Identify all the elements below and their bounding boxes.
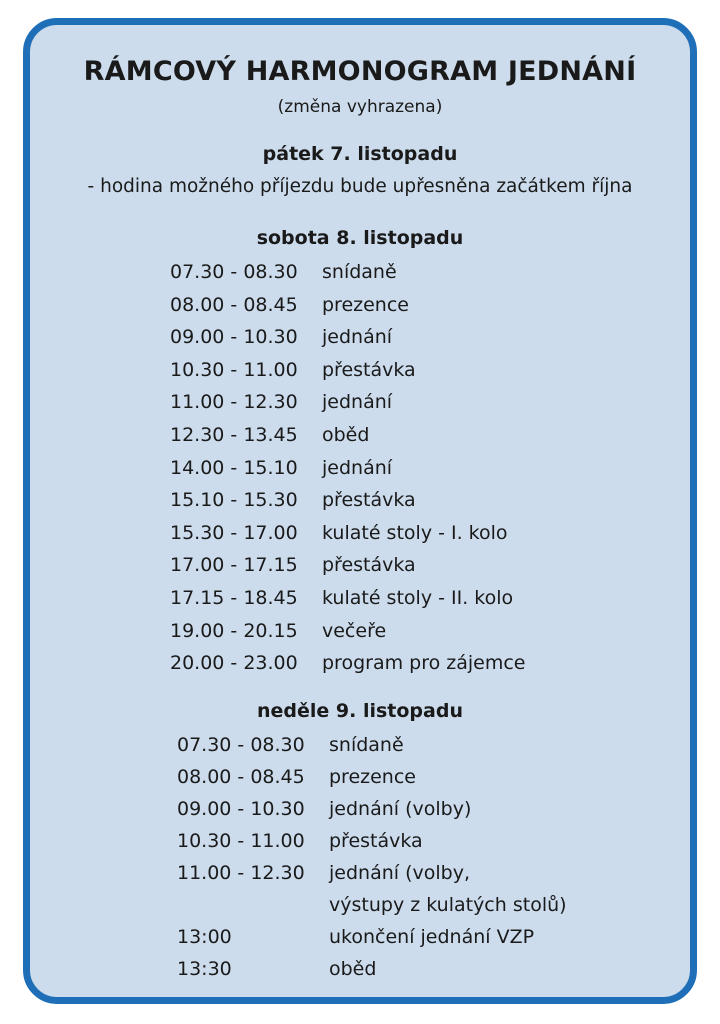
activity: snídaně — [322, 261, 397, 283]
friday-note: - hodina možného příjezdu bude upřesněna začátkem října — [87, 176, 633, 197]
activity: jednání (volby) — [329, 798, 472, 820]
page-subtitle: (změna vyhrazena) — [277, 97, 443, 117]
time-range: 09.00 - 10.30 — [177, 798, 305, 820]
time-range: 17.15 - 18.45 — [170, 587, 298, 609]
activity: přestávka — [322, 358, 416, 381]
activity: večeře — [322, 619, 387, 642]
time-range: 14.00 - 15.10 — [170, 456, 298, 479]
sunday-heading: neděle 9. listopadu — [257, 700, 463, 722]
activity: výstupy z kulatých stolů) — [329, 894, 567, 916]
time-range: 19.00 - 20.15 — [170, 619, 298, 642]
time-range: 13:00 — [177, 926, 232, 948]
time-range: 11.00 - 12.30 — [170, 391, 298, 414]
activity: oběd — [329, 958, 377, 980]
activity: prezence — [329, 766, 416, 788]
saturday-heading: sobota 8. listopadu — [256, 227, 464, 249]
activity: prezence — [322, 293, 409, 316]
activity: přestávka — [322, 554, 416, 577]
time-range: 10.30 - 11.00 — [177, 830, 305, 852]
activity: přestávka — [322, 489, 416, 512]
activity: jednání (volby, — [329, 862, 470, 884]
time-range: 08.00 - 08.45 — [177, 766, 305, 788]
time-range: 20.00 - 23.00 — [170, 652, 298, 675]
activity: oběd — [322, 424, 370, 446]
activity: jednání — [322, 456, 393, 479]
time-range: 10.30 - 11.00 — [170, 358, 298, 381]
activity: jednání — [322, 391, 393, 414]
time-range: 12.30 - 13.45 — [170, 424, 298, 446]
friday-heading: pátek 7. listopadu — [262, 143, 458, 165]
activity: program pro zájemce — [322, 652, 526, 675]
time-range: 07.30 - 08.30 — [177, 734, 305, 756]
time-range: 13:30 — [177, 958, 232, 980]
activity: snídaně — [329, 734, 404, 756]
time-range: 17.00 - 17.15 — [170, 554, 298, 577]
time-range: 15.10 - 15.30 — [170, 489, 298, 512]
time-range: 09.00 - 10.30 — [170, 326, 298, 349]
time-range: 08.00 - 08.45 — [170, 293, 298, 316]
time-range: 11.00 - 12.30 — [177, 862, 305, 884]
activity: jednání — [322, 326, 393, 349]
page-title: RÁMCOVÝ HARMONOGRAM JEDNÁNÍ — [83, 56, 637, 87]
time-range: 07.30 - 08.30 — [170, 261, 298, 283]
time-range: 15.30 - 17.00 — [170, 521, 298, 544]
activity: ukončení jednání VZP — [329, 926, 535, 948]
activity: kulaté stoly - I. kolo — [322, 521, 508, 544]
activity: kulaté stoly - II. kolo — [322, 587, 514, 609]
activity: přestávka — [329, 830, 423, 852]
